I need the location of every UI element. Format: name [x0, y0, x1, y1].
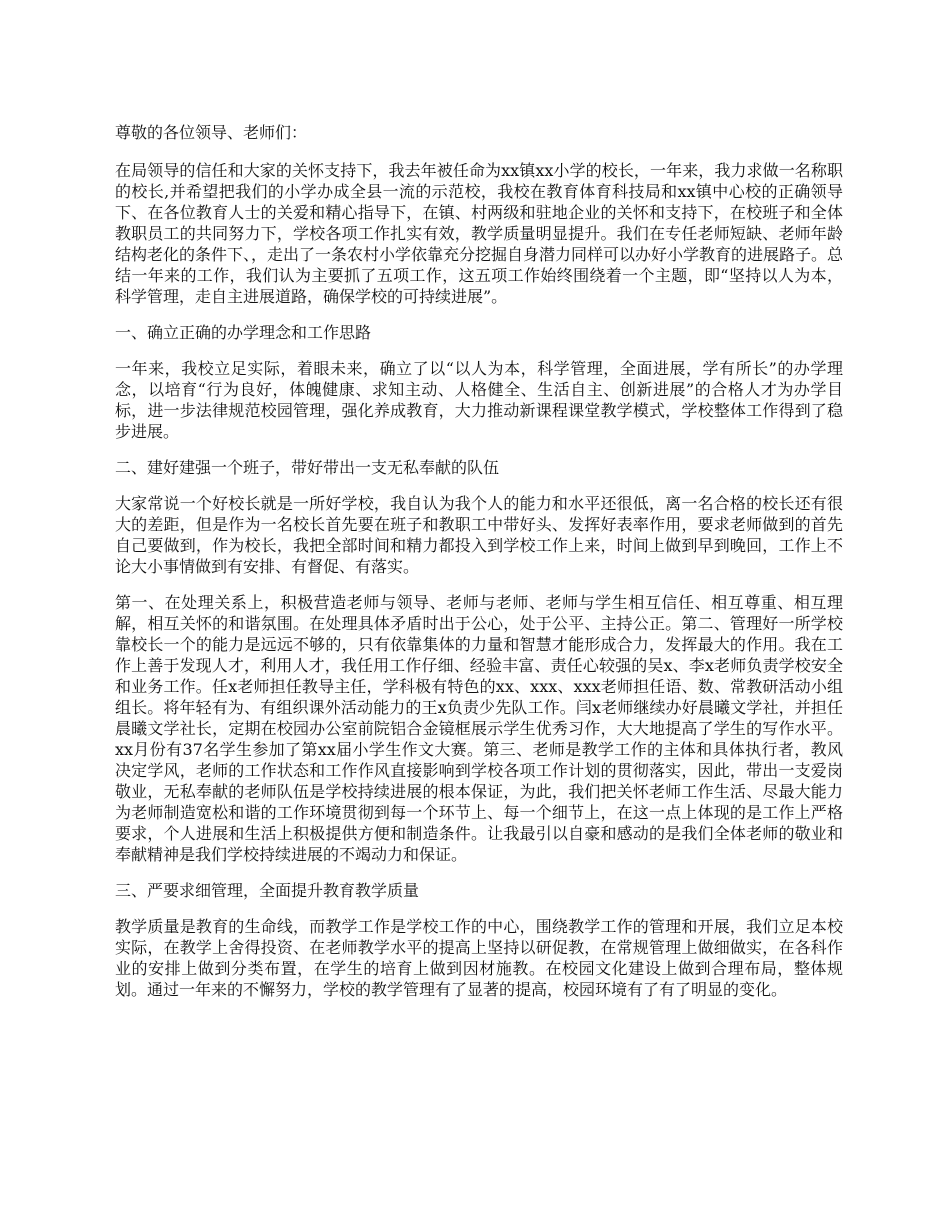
document-page: [115, 122, 843, 1015]
section-2-paragraph-1: 大家常说一个好校长就是一所好学校，我自认为我个人的能力和水平还很低，离一名合格的校长还有很大的差距，但是作为一名校长首先要在班子和教职工中带好头、发挥好表率作用，要求老师做到的首先自己要做到，作为校长，我把全部时间和精力都投入到学校工作上来，时间上做到早到晚回，工作上不论大小事情做到有安排、有督促、有落实。: [115, 494, 843, 576]
section-heading-2: 二、建好建强一个班子，带好带出一支无私奉献的队伍: [115, 458, 500, 477]
section-heading-3: 三、严要求细管理，全面提升教育教学质量: [115, 881, 420, 900]
section-3-paragraph-1: 教学质量是教育的生命线，而教学工作是学校工作的中心，围绕教学工作的管理和开展，我们立足本校实际，在教学上舍得投资、在老师教学水平的提高上坚持以研促教，在常规管理上做细做实，在各科作业的安排上做到分类布置，在学生的培育上做到因材施教。在校园文化建设上做到合理布局，整体规划。通过一年来的不懈努力，学校的教学管理有了显著的提高，校园环境有了有了明显的变化。: [115, 917, 843, 999]
intro-paragraph: 在局领导的信任和大家的关怀支持下，我去年被任命为xx镇xx小学的校长，一年来，我力求做一名称职的校长,并希望把我们的小学办成全县一流的示范校，我校在教育体育科技局和xx镇中心校的正确领导下、在各位教育人士的关爱和精心指导下，在镇、村两级和驻地企业的关怀和支持下，在校班子和全体教职员工的共同努力下，学校各项工作扎实有效，教学质量明显提升。我们在专任老师短缺、老师年龄结构老化的条件下、，走出了一条农村小学依靠充分挖掘自身潜力同样可以办好小学教育的进展路子。总结一年来的工作，我们认为主要抓了五项工作，这五项工作始终围绕着一个主题，即“坚持以人为本，科学管理，走自主进展道路，确保学校的可持续进展”。: [115, 161, 844, 306]
salutation: 尊敬的各位领导、老师们：: [115, 123, 308, 142]
section-2-paragraph-2: 第一、在处理关系上，积极营造老师与领导、老师与老师、老师与学生相互信任、相互尊重、相互理解，相互关怀的和谐氛围。在处理具体矛盾时出于公心，处于公平、主持公正。第二、管理好一所学校靠校长一个的能力是远远不够的，只有依靠集体的力量和智慧才能形成合力，发挥最大的作用。我在工作上善于发现人才，利用人才，我任用工作仔细、经验丰富、责任心较强的吴x、李x老师负责学校安全和业务工作。任x老师担任教导主任，学科极有特色的xx、xxx、xxx老师担任语、数、常教研活动小组组长。将年轻有为、有组织课外活动能力的王x负责少先队工作。闫x老师继续办好晨曦文学社，并担任晨曦文学社长，定期在校园办公室前院铝合金镜框展示学生优秀习作，大大地提高了学生的写作水平。xx月份有37名学生参加了第xx届小学生作文大赛。第三、老师是教学工作的主体和具体执行者，教风决定学风，老师的工作状态和工作作风直接影响到学校各项工作计划的贯彻落实，因此，带出一支爱岗敬业，无私奉献的老师队伍是学校持续进展的根本保证，为此，我们把关怀老师工作生活、尽最大能力为老师制造宽松和谐的工作环境贯彻到每一个环节上、每一个细节上，在这一点上体现的是工作上严格要求，个人进展和生活上积极提供方便和制造条件。让我最引以自豪和感动的是我们全体老师的敬业和奉献精神是我们学校持续进展的不竭动力和保证。: [115, 593, 843, 864]
section-1-paragraph-1: 一年来，我校立足实际，着眼未来，确立了以“以人为本，科学管理，全面进展，学有所长”的办学理念，以培育“行为良好，体魄健康、求知主动、人格健全、生活自主、创新进展”的合格人才为办学目标，进一步法律规范校园管理，强化养成教育，大力推动新课程课堂教学模式，学校整体工作得到了稳步进展。: [115, 359, 843, 441]
section-heading-1: 一、确立正确的办学理念和工作思路: [115, 323, 372, 342]
